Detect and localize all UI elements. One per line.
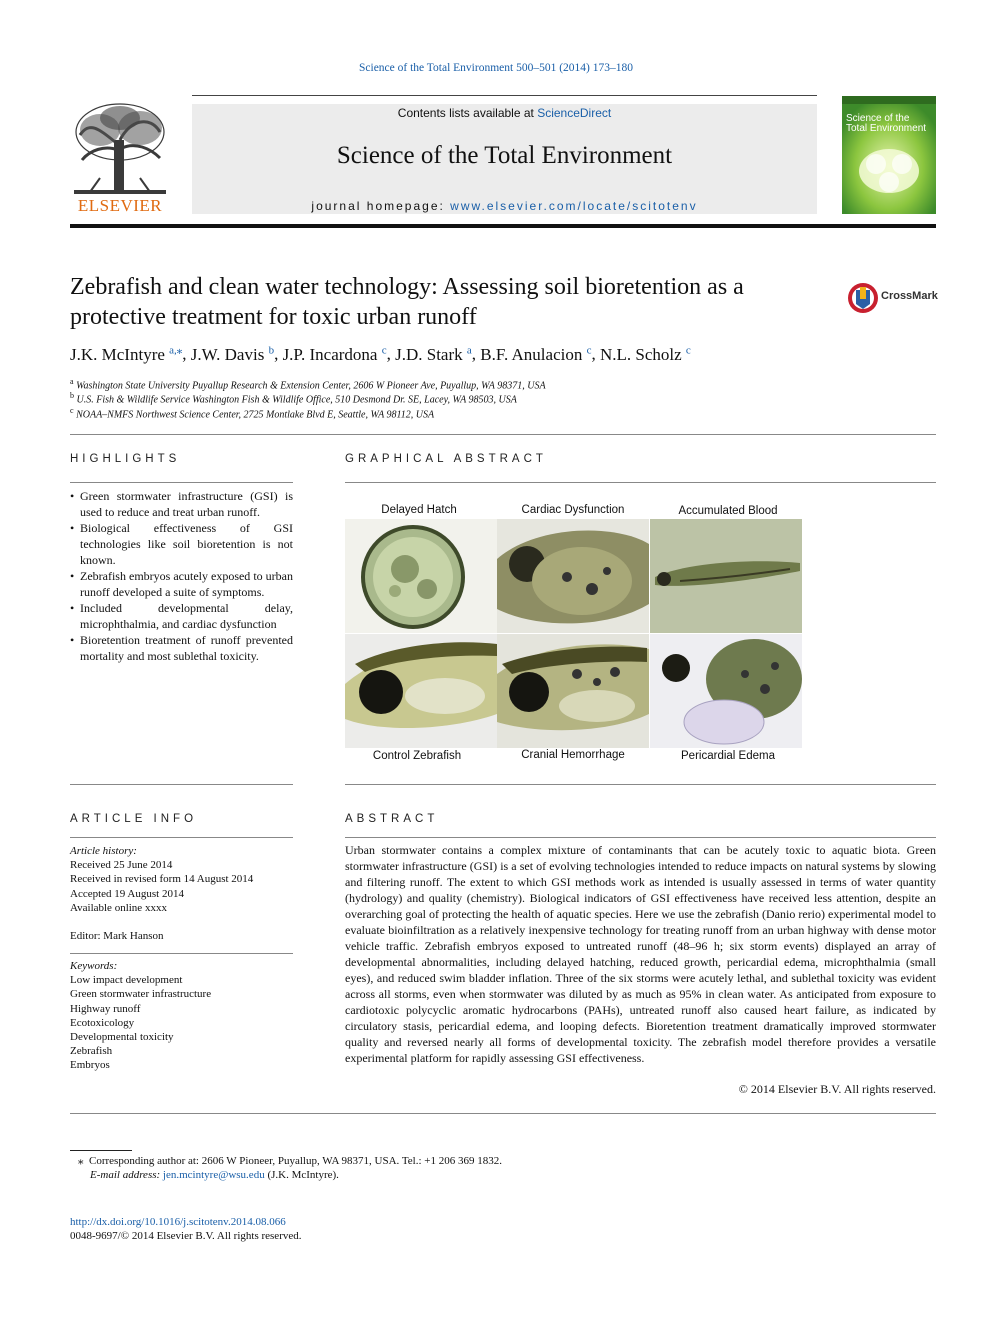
history-entry: Received 25 June 2014 [70,859,173,872]
history-entry: Received in revised form 14 August 2014 [70,873,254,886]
issn-line: 0048-9697/© 2014 Elsevier B.V. All rights reserved. [70,1230,302,1242]
author-name: N.L. Scholz [599,344,682,364]
zebrafish-image-control[interactable] [345,634,497,748]
crossmark-label: CrossMark [881,290,938,302]
keywords-label: Keywords: [70,960,118,972]
publisher-name: ELSEVIER [77,196,163,215]
affiliation-text: U.S. Fish & Wildlife Service Washington Fish & Wildlife Office, 510 Desmond Dr. SE, Lacey, WA 98503, USA [76,394,517,406]
article-info-heading: ARTICLE INFO [70,813,198,825]
history-label: Article history: [70,845,137,857]
doi-link[interactable]: http://dx.doi.org/10.1016/j.scitotenv.2014.08.066 [70,1216,286,1228]
author-affiliation-mark[interactable]: a [466,344,472,356]
keyword: Highway runoff [70,1002,141,1015]
author-list: J.K. McIntyre $^{a,⁎}$, J.W. Davis $^b$, J.P. Incardona $^c$, J.D. Stark $^a$, B.F. Anulacion $^c$, N.L. Scholz $^c$ [70,344,691,364]
author-name: J.D. Stark [395,344,463,364]
article-title: Zebrafish and clean water technology: Assessing soil bioretention as a protective treatment for toxic urban runoff [70,274,744,330]
abstract-heading: ABSTRACT [345,813,439,825]
author[interactable] [600,345,691,364]
divider [70,1113,936,1114]
affiliation [70,406,936,420]
header-top-rule [192,95,817,96]
zebrafish-image-delayed-hatch[interactable] [345,519,497,633]
divider [345,482,936,483]
history-entry: Accepted 19 August 2014 [70,887,184,900]
highlight-item: • Green stormwater infrastructure (GSI) is used to reduce and treat urban runoff. [70,488,293,520]
journal-homepage [192,199,817,213]
author-affiliation-mark[interactable]: c [381,344,387,356]
email-note [70,1168,956,1183]
affiliation-text: NOAA–NMFS Northwest Science Center, 2725 Montlake Blvd E, Seattle, WA 98112, USA [76,409,435,421]
author-name: B.F. Anulacion [480,344,583,364]
zebrafish-image-cardiac-dysfunction[interactable] [497,519,649,633]
divider [345,784,936,785]
keyword: Ecotoxicology [70,1016,135,1029]
email-link[interactable]: jen.mcintyre@wsu.edu [162,1169,265,1181]
panel-label-pericardial-edema: Pericardial Edema [681,750,775,762]
abstract-text: Urban stormwater contains a complex mixture of contaminants that can be acutely toxic to aquatic biota. Green stormwater infrastructure (GSI) is a set of evolving technologies intended to reduce impacts on natural systems by slowing and filtering runoff. The extent to which GSI methods work as intended is usually assessed in terms of water quantity (hydrology) and quality (chemistry). Biological indicators of GSI effectiveness have received less attention, despite an overarching goal of protecting the health of aquatic species. Here we use the zebrafish (Danio rerio) experimental model to evaluate bioinfiltration as a relatively inexpensive technology for treating runoff from an urban highway with dense motor vehicle traffic. Zebrafish embryos exposed to untreated runoff (48–96 h; six storm events) displayed an array of developmental abnormalities, including delayed hatching, reduced growth, pericardial edema, microphthalmia (small eyes), and reduced swim bladder inflation. Three of the six storms were acutely lethal, and sublethal toxicity was evident across all storms, even when stormwater was diluted by as much as 95% in clean water. As anticipated from exposure to cardiotoxic polycyclic aromatic hydrocarbons (PAHs), untreated runoff also caused heart failure, as indicated by circulatory stasis, pericardial edema, and looping defects. Bioretention treatment dramatically improved stormwater quality and reversed nearly all forms of developmental toxicity. The zebrafish model therefore provides a versatile experimental platform for rapidly assessing GSI effectiveness. [345,843,936,1065]
keywords [70,959,293,1073]
author-affiliation-mark[interactable]: a,⁎ [169,344,183,356]
divider [70,784,293,785]
abstract-copyright: © 2014 Elsevier B.V. All rights reserved. [738,1082,936,1096]
highlight-item: • Bioretention treatment of runoff prevented mortality and most sublethal toxicity. [70,632,293,664]
affiliation-mark: a [70,377,74,386]
divider [345,837,936,838]
panel-label-cardiac-dysfunction: Cardiac Dysfunction [521,504,625,516]
editor: Editor: Mark Hanson [70,930,164,942]
zebrafish-image-pericardial-edema[interactable] [650,634,802,748]
keyword: Low impact development [70,974,183,987]
author[interactable] [70,345,182,364]
keyword: Zebrafish [70,1045,113,1058]
author[interactable] [395,345,472,364]
corresponding-author-note [70,1154,944,1169]
divider [70,837,293,838]
email-label: E-mail address: [90,1169,163,1181]
divider [70,953,293,954]
affiliation-mark: b [70,391,74,400]
keyword: Embryos [70,1059,110,1072]
homepage-link[interactable]: www.elsevier.com/locate/scitotenv [450,199,698,213]
author-name: J.K. McIntyre [70,344,165,364]
keyword: Developmental toxicity [70,1031,174,1044]
author[interactable] [191,345,274,364]
highlights-heading: HIGHLIGHTS [70,453,181,465]
panel-label-cranial-hemorrhage: Cranial Hemorrhage [521,749,625,761]
divider [70,482,293,483]
graphical-abstract-heading: GRAPHICAL ABSTRACT [345,453,547,465]
keyword: Green stormwater infrastructure [70,988,212,1001]
author-affiliation-mark[interactable]: c [685,344,691,356]
author[interactable] [480,345,591,364]
affiliation-mark: c [70,406,74,415]
history-entry: Available online xxxx [70,901,167,914]
highlight-item: • Included developmental delay, microphthalmia, and cardiac dysfunction [70,600,293,632]
footnote-rule [70,1150,132,1151]
header-bottom-rule [70,224,936,228]
highlights-list [70,488,293,664]
contents-prefix: Contents lists available at [397,106,538,120]
affiliation [70,377,936,391]
homepage-prefix: journal homepage: [311,199,451,213]
divider [70,434,936,435]
article-history [70,844,293,915]
highlight-item: • Biological effectiveness of GSI technologies like soil bioretention is not known. [70,520,293,568]
author-name: J.P. Incardona [282,344,378,364]
zebrafish-image-cranial-hemorrhage[interactable] [497,634,649,748]
affiliation-text: Washington State University Puyallup Research & Extension Center, 2606 W Pioneer Ave, Puyallup, WA 98371, USA [76,380,546,392]
cover-title: Science of the Total Environment [846,113,927,134]
contents-line [192,106,817,120]
highlight-item: • Zebrafish embryos acutely exposed to urban runoff developed a suite of symptoms. [70,568,293,600]
journal-name: Science of the Total Environment [336,142,673,169]
author-name: J.W. Davis [190,344,265,364]
corresponding-text: Corresponding author at: 2606 W Pioneer, Puyallup, WA 98371, USA. Tel.: +1 206 369 1832. [89,1155,502,1167]
footnote-mark: ⁎ [78,1155,84,1167]
author-affiliation-mark[interactable]: b [268,344,275,356]
journal-citation[interactable]: Science of the Total Environment 500–501 (2014) 173–180 [359,62,633,74]
panel-label-control-zebrafish: Control Zebrafish [372,750,462,762]
zebrafish-image-accumulated-blood[interactable] [650,519,802,633]
sciencedirect-link[interactable]: ScienceDirect [537,106,612,120]
panel-label-delayed-hatch: Delayed Hatch [381,504,457,516]
email-suffix: (J.K. McIntyre). [264,1169,339,1181]
author[interactable] [283,345,387,364]
affiliation [70,391,936,405]
author-affiliation-mark[interactable]: c [586,344,592,356]
panel-label-accumulated-blood: Accumulated Blood [678,505,778,517]
